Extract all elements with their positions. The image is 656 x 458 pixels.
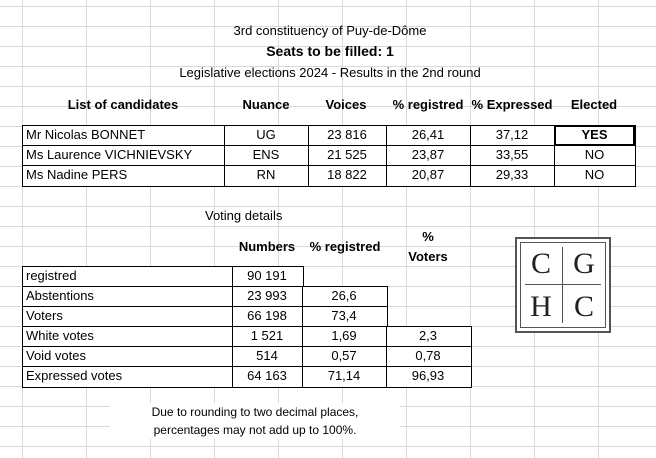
voting-number: 90 191 [247, 268, 287, 283]
header-pct-voters-label: Voters [408, 249, 448, 264]
logo-letter-c2: C [573, 290, 594, 323]
page-title: 3rd constituency of Puy-de-Dôme [233, 23, 427, 38]
candidate-voices: 21 525 [327, 147, 367, 162]
header-numbers: Numbers [238, 239, 296, 254]
seats-to-fill: Seats to be filled: 1 [266, 43, 394, 59]
logo-vertical-rule [562, 247, 563, 323]
candidate-pct-registred: 26,41 [411, 127, 445, 142]
candidate-pct-registred: 20,87 [411, 167, 445, 182]
voting-label: White votes [26, 328, 94, 343]
candidate-elected: NO [584, 147, 605, 162]
header-pct-registred: % registred [392, 97, 464, 112]
voting-pct-registred: 1,69 [331, 328, 357, 343]
candidate-pct-registred: 23,87 [411, 147, 445, 162]
voting-label: Void votes [26, 348, 86, 363]
voting-pct-voters: 0,78 [415, 348, 441, 363]
voting-pct-registred: 71,14 [327, 368, 361, 383]
voting-pct-voters: 2,3 [418, 328, 438, 343]
header-elected: Elected [570, 97, 618, 112]
voting-number: 66 198 [247, 308, 287, 323]
voting-label: Voters [26, 308, 63, 323]
voting-pct-registred: 0,57 [331, 348, 357, 363]
page-subtitle: Legislative elections 2024 - Results in the 2nd round [179, 65, 481, 80]
voting-number: 514 [256, 348, 278, 363]
voting-details-title: Voting details [205, 208, 283, 223]
candidate-pct-expressed: 33,55 [495, 147, 529, 162]
voting-label: Abstentions [26, 288, 94, 303]
header-voting-pct-registred: % registred [309, 239, 381, 254]
footnote-line-1: Due to rounding to two decimal places, [110, 403, 400, 421]
header-pct-expressed: % Expressed [471, 97, 553, 112]
voting-pct-voters: 96,93 [411, 368, 445, 383]
candidate-name: Ms Nadine PERS [26, 167, 128, 182]
candidate-elected: YES [581, 127, 608, 142]
candidate-pct-expressed: 29,33 [495, 167, 529, 182]
logo-letter-c: C [530, 247, 551, 280]
voting-number: 1 521 [250, 328, 284, 343]
candidate-elected: NO [584, 167, 605, 182]
candidate-nuance: ENS [252, 147, 280, 162]
candidate-name: Ms Laurence VICHNIEVSKY [26, 147, 193, 162]
voting-number: 23 993 [247, 288, 287, 303]
candidate-nuance: RN [256, 167, 276, 182]
voting-pct-registred: 26,6 [331, 288, 357, 303]
voting-label: Expressed votes [26, 368, 123, 383]
voting-number: 64 163 [247, 368, 287, 383]
header-candidates: List of candidates [67, 97, 179, 112]
header-pct-voters-symbol: % [422, 229, 434, 244]
voting-pct-registred: 73,4 [331, 308, 357, 323]
logo-horizontal-rule [525, 284, 601, 285]
candidate-name: Mr Nicolas BONNET [26, 127, 146, 142]
candidate-voices: 23 816 [327, 127, 367, 142]
footnote-line-2: percentages may not add up to 100%. [110, 421, 400, 439]
logo-letter-g: G [573, 247, 595, 280]
candidate-voices: 18 822 [327, 167, 367, 182]
voting-label: registred [26, 268, 77, 283]
candidate-pct-expressed: 37,12 [495, 127, 529, 142]
header-voices: Voices [325, 97, 367, 112]
candidate-nuance: UG [256, 127, 276, 142]
header-nuance: Nuance [242, 97, 290, 112]
logo-letter-h: H [530, 290, 552, 323]
cghc-logo [515, 237, 611, 333]
